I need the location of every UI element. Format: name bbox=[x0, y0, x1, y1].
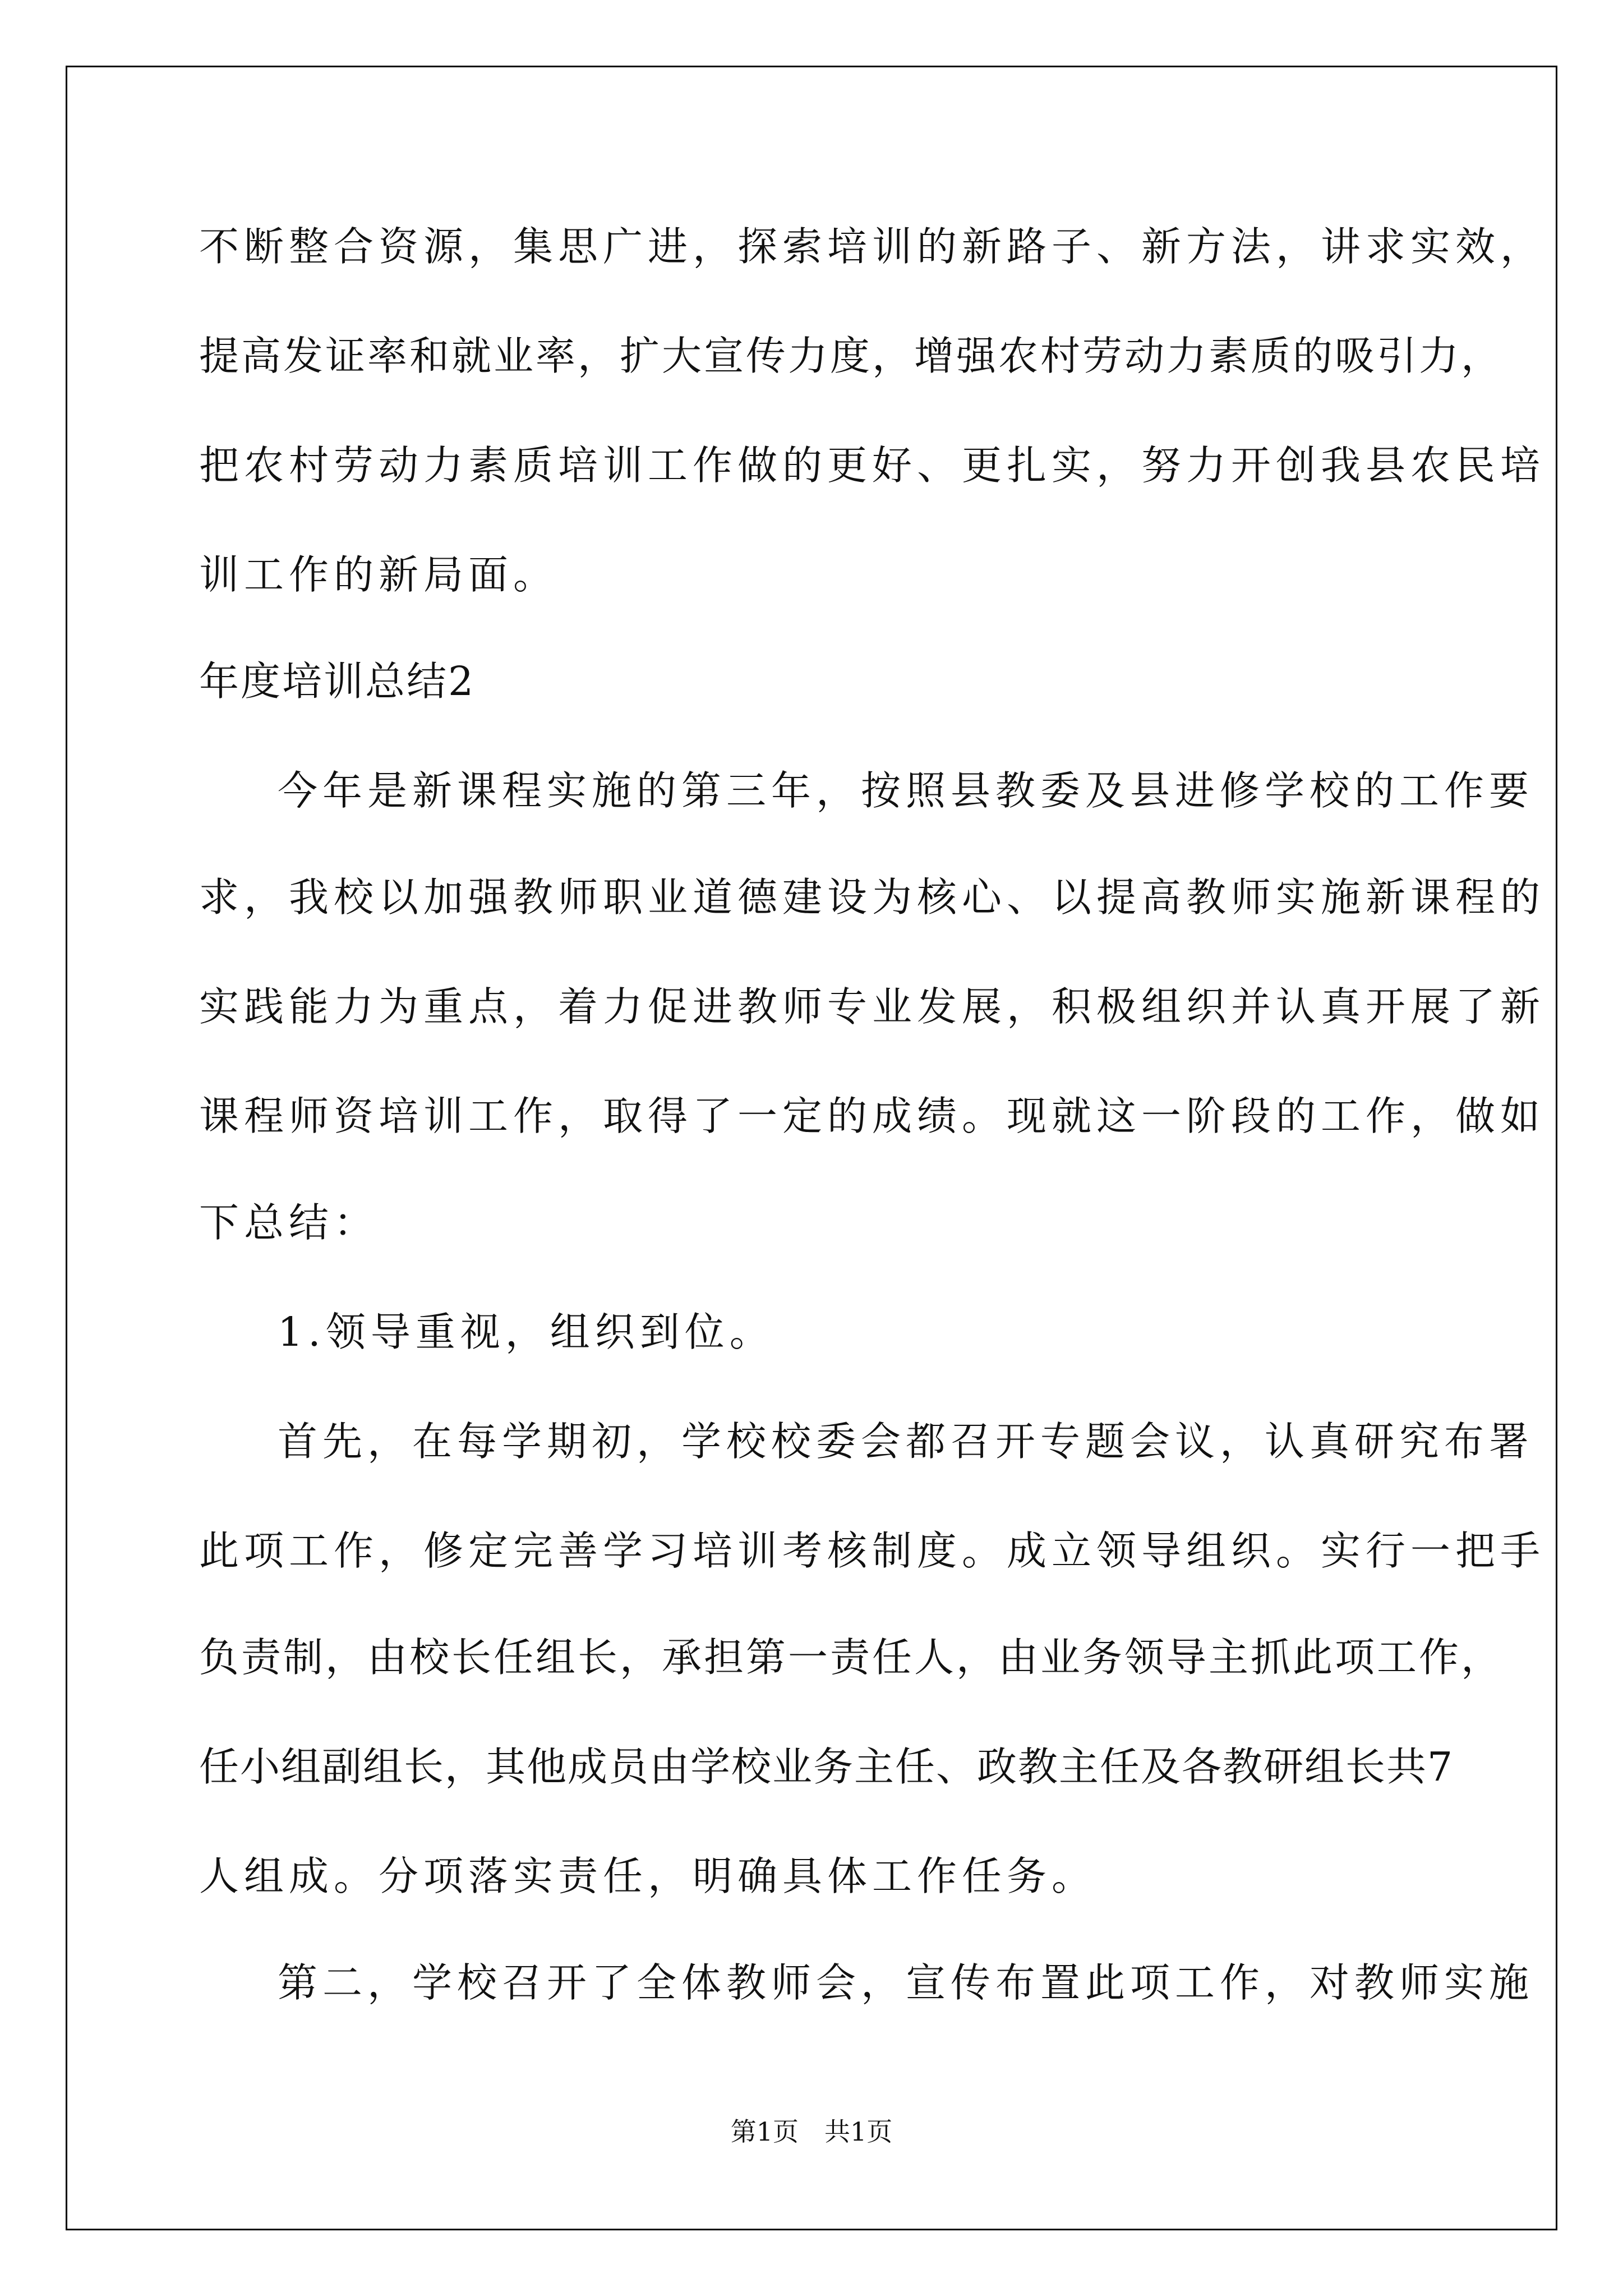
paragraph-line: 人组成。分项落实责任，明确具体工作任务。 bbox=[199, 1853, 1097, 1899]
paragraph-line: 不断整合资源，集思广进，探索培训的新路子、新方法，讲求实效， bbox=[199, 223, 1546, 270]
paragraph-line: 训工作的新局面。 bbox=[199, 551, 559, 598]
paragraph-line: 课程师资培训工作，取得了一定的成绩。现就这一阶段的工作，做如 bbox=[199, 1093, 1546, 1139]
paragraph-line: 今年是新课程实施的第三年，按照县教委及县进修学校的工作要 bbox=[278, 767, 1534, 814]
paragraph-line: 任小组副组长，其他成员由学校业务主任、政教主任及各教研组长共7 bbox=[199, 1743, 1454, 1790]
list-item-heading: 1.领导重视，组织到位。 bbox=[278, 1309, 774, 1355]
paragraph-line: 此项工作，修定完善学习培训考核制度。成立领导组织。实行一把手 bbox=[199, 1527, 1546, 1574]
page-number-footer: 第1页 共1页 bbox=[730, 2116, 893, 2147]
paragraph-line: 实践能力为重点，着力促进教师专业发展，积极组织并认真开展了新 bbox=[199, 983, 1546, 1030]
paragraph-line: 负责制，由校长任组长，承担第一责任人，由业务领导主抓此项工作， bbox=[199, 1634, 1504, 1681]
paragraph-line: 提高发证率和就业率，扩大宣传力度，增强农村劳动力素质的吸引力， bbox=[199, 333, 1504, 379]
paragraph-line: 第二，学校召开了全体教师会，宣传布置此项工作，对教师实施 bbox=[278, 1959, 1534, 2006]
paragraph-line: 下总结： bbox=[199, 1199, 379, 1246]
paragraph-line: 把农村劳动力素质培训工作做的更好、更扎实，努力开创我县农民培 bbox=[199, 442, 1546, 489]
paragraph-line: 首先，在每学期初，学校校委会都召开专题会议，认真研究布署 bbox=[278, 1418, 1534, 1465]
paragraph-line: 求，我校以加强教师职业道德建设为核心、以提高教师实施新课程的 bbox=[199, 874, 1546, 921]
section-heading: 年度培训总结2 bbox=[199, 658, 476, 705]
page-border bbox=[66, 66, 1557, 2230]
